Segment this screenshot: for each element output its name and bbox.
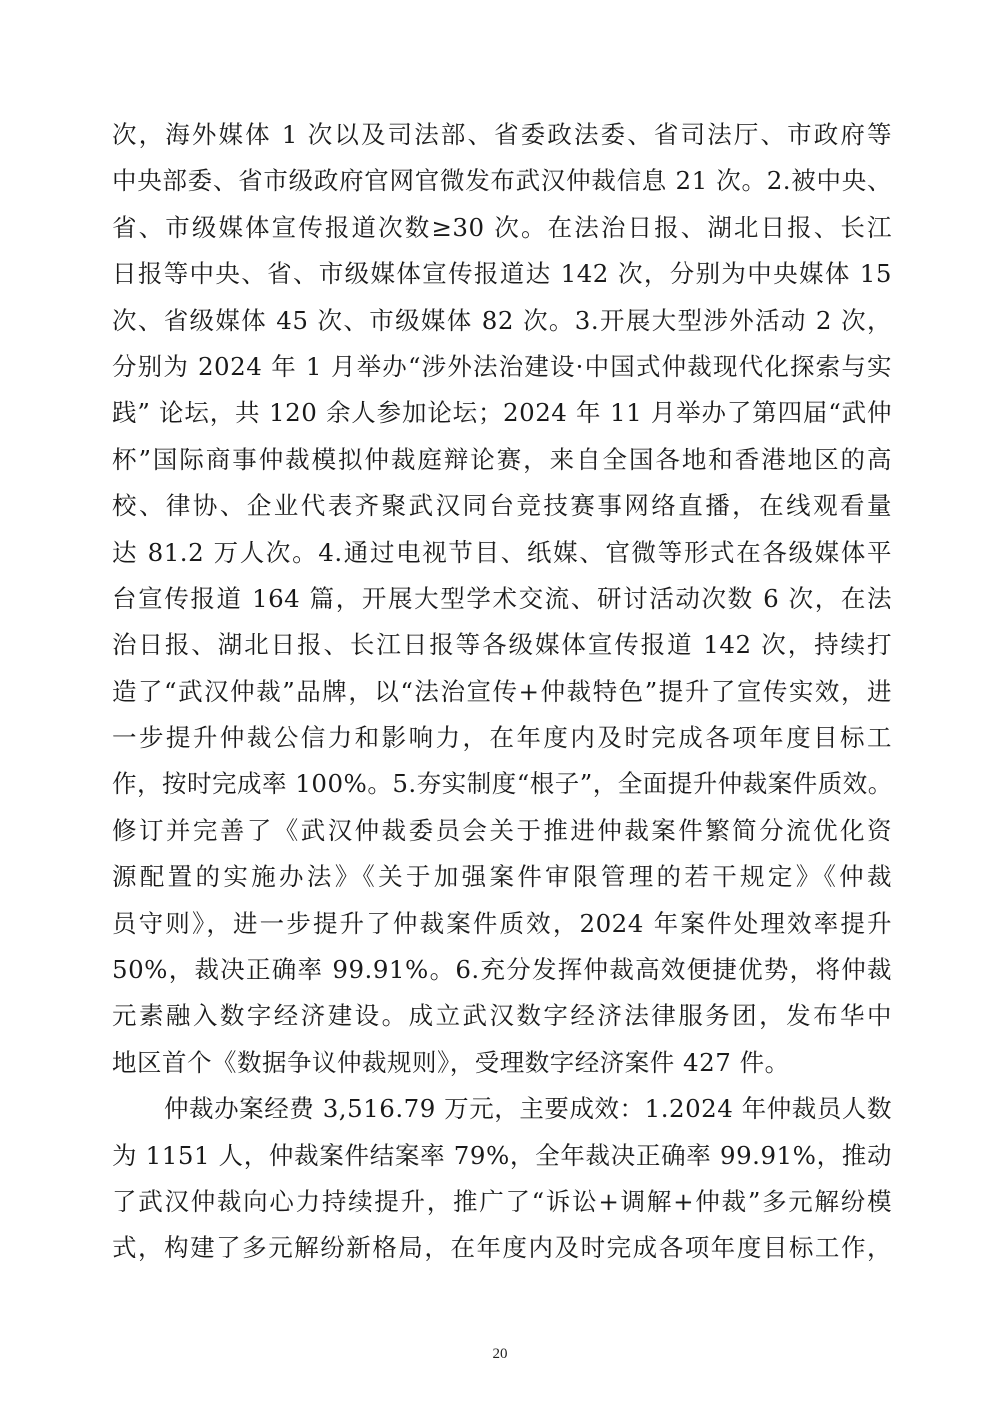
text-line: 50%，裁决正确率 99.91%。6.充分发挥仲裁高效便捷优势，将仲裁 bbox=[112, 955, 892, 985]
text-line: 中央部委、省市级政府官网官微发布武汉仲裁信息 21 次。2.被中央、 bbox=[112, 166, 892, 196]
text-line: 造了“武汉仲裁”品牌，以“法治宣传+仲裁特色”提升了宣传实效，进 bbox=[112, 676, 892, 706]
text-line: 校、律协、企业代表齐聚武汉同台竞技赛事网络直播，在线观看量 bbox=[112, 491, 892, 521]
text-line: 源配置的实施办法》《关于加强案件审限管理的若干规定》《仲裁 bbox=[112, 862, 892, 892]
text-line: 杯”国际商事仲裁模拟仲裁庭辩论赛，来自全国各地和香港地区的高 bbox=[112, 444, 892, 474]
text-line: 治日报、湖北日报、长江日报等各级媒体宣传报道 142 次，持续打 bbox=[112, 630, 892, 660]
text-line: 一步提升仲裁公信力和影响力，在年度内及时完成各项年度目标工 bbox=[112, 723, 892, 753]
text-line: 省、市级媒体宣传报道次数≥30 次。在法治日报、湖北日报、长江 bbox=[112, 212, 892, 242]
text-line: 次，海外媒体 1 次以及司法部、省委政法委、省司法厅、市政府等 bbox=[112, 120, 892, 149]
text-line: 分别为 2024 年 1 月举办“涉外法治建设·中国式仲裁现代化探索与实 bbox=[112, 351, 892, 381]
text-line: 修订并完善了《武汉仲裁委员会关于推进仲裁案件繁简分流优化资 bbox=[112, 815, 892, 845]
text-line: 式，构建了多元解纷新格局，在年度内及时完成各项年度目标工作， bbox=[112, 1233, 892, 1263]
text-line: 达 81.2 万人次。4.通过电视节目、纸媒、官微等形式在各级媒体平 bbox=[112, 537, 892, 567]
text-line: 元素融入数字经济建设。成立武汉数字经济法律服务团，发布华中 bbox=[112, 1001, 892, 1031]
paragraph-2 bbox=[112, 1086, 892, 1272]
text-line: 为 1151 人，仲裁案件结案率 79%，全年裁决正确率 99.91%，推动 bbox=[112, 1140, 892, 1170]
text-line: 台宣传报道 164 篇，开展大型学术交流、研讨活动次数 6 次，在法 bbox=[112, 583, 892, 613]
page-number: 20 bbox=[492, 1346, 508, 1362]
body-text bbox=[112, 112, 892, 1272]
text-line: 日报等中央、省、市级媒体宣传报道达 142 次，分别为中央媒体 15 bbox=[112, 259, 892, 289]
paragraph-1 bbox=[112, 112, 892, 1086]
text-line: 次、省级媒体 45 次、市级媒体 82 次。3.开展大型涉外活动 2 次， bbox=[112, 305, 892, 335]
text-line: 了武汉仲裁向心力持续提升，推广了“诉讼+调解+仲裁”多元解纷模 bbox=[112, 1186, 892, 1216]
text-line: 员守则》，进一步提升了仲裁案件质效，2024 年案件处理效率提升 bbox=[112, 908, 892, 938]
text-line: 仲裁办案经费 3,516.79 万元，主要成效：1.2024 年仲裁员人数 bbox=[164, 1094, 892, 1124]
text-line: 践” 论坛，共 120 余人参加论坛；2024 年 11 月举办了第四届“武仲 bbox=[112, 398, 892, 428]
text-line: 地区首个《数据争议仲裁规则》，受理数字经济案件 427 件。 bbox=[112, 1047, 790, 1077]
text-line: 作，按时完成率 100%。5.夯实制度“根子”，全面提升仲裁案件质效。 bbox=[112, 769, 893, 799]
